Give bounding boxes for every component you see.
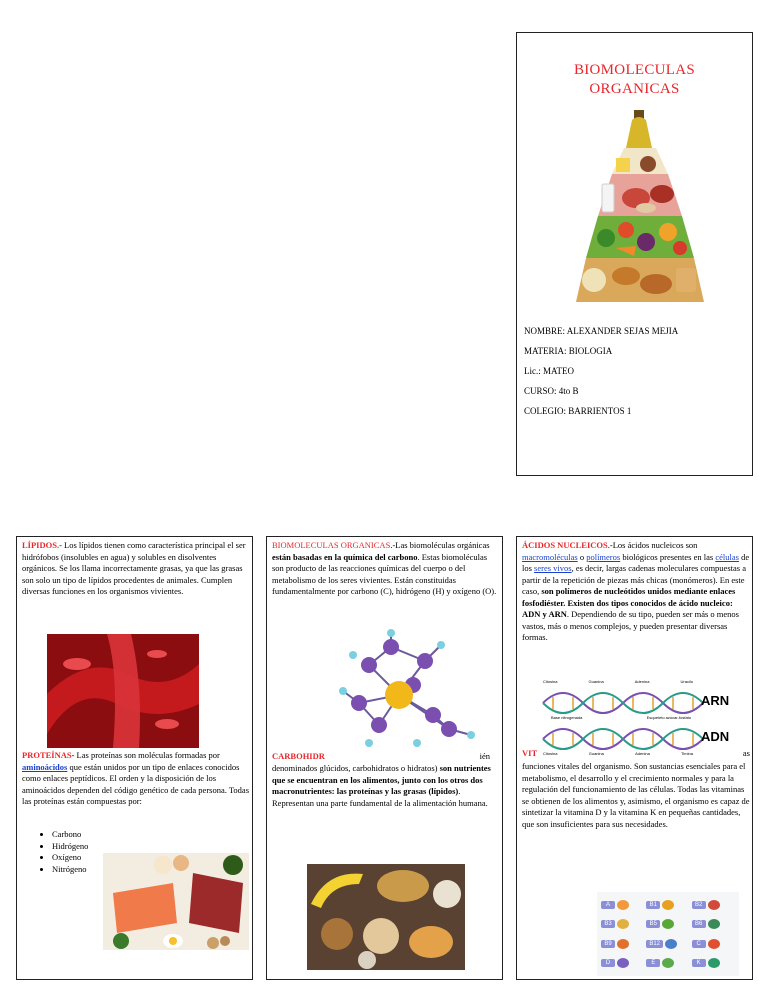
- vitaminas-heading-row: [522, 748, 750, 760]
- rna-base-labels: [543, 679, 693, 684]
- base-label: Adenina: [635, 751, 650, 756]
- structure-label: Esqueleto azúcar-fosfato: [646, 715, 691, 720]
- food-icon: [662, 919, 674, 929]
- vitamin-label: C: [692, 940, 706, 948]
- info-teacher: Lic.: MATEO: [524, 366, 574, 376]
- carbohidratos-bold: son nutrientes que se encuentran en los alimentos, junto con los otros dos macronutrientes: las proteínas y las grasas (lípidos): [272, 763, 491, 796]
- vitamin-tile: [692, 935, 735, 953]
- food-icon: [708, 939, 720, 949]
- info-subject: MATERIA: BIOLOGIA: [524, 346, 613, 356]
- vitamin-grid: [601, 896, 735, 972]
- list-item: • Hidrógeno: [52, 841, 88, 853]
- base-label: Timina: [681, 751, 693, 756]
- list-item: • Nitrógeno: [52, 864, 88, 876]
- vitaminas-tail: as: [742, 748, 750, 758]
- vitamin-label: E: [646, 959, 660, 967]
- proteinas-section: [22, 750, 250, 808]
- base-label: Citosina: [543, 679, 558, 684]
- biomoleculas-panel: [266, 536, 503, 980]
- vitamin-label: B6: [692, 920, 706, 928]
- vitamin-label: B3: [601, 920, 615, 928]
- seres-vivos-link[interactable]: seres vivos: [534, 563, 572, 573]
- adn-label: ADN: [701, 729, 730, 744]
- food-icon: [665, 939, 677, 949]
- acidos-heading: ÁCIDOS NUCLEICOS: [522, 540, 608, 550]
- lipidos-proteinas-panel: [16, 536, 253, 980]
- base-label: Uracilo: [680, 679, 693, 684]
- vitamin-tile: [692, 955, 735, 973]
- acidos-vitaminas-panel: [516, 536, 753, 980]
- vitamin-label: B9: [601, 940, 615, 948]
- carbohidratos-text-a: denominados glúcidos, carbohidratos o hidratos): [272, 763, 440, 773]
- student-info: [524, 321, 678, 421]
- element-list: [52, 829, 88, 875]
- vitamin-chart-image: [597, 892, 739, 976]
- base-label: Guanina: [588, 679, 604, 684]
- biomoleculas-section: [272, 540, 500, 598]
- carbohidratos-text-b: . Representan una parte fundamental de la alimentación humana.: [272, 786, 488, 808]
- acidos-text-e: , es decir, largas cadenas moleculares compuestas a partir de la repetición de piezas más chicas (monómeros). En este caso,: [522, 563, 746, 596]
- list-item: • Oxígeno: [52, 852, 88, 864]
- cover-title: [517, 61, 752, 99]
- biomoleculas-text-a: .-Las biomoléculas orgánicas: [390, 540, 490, 550]
- acidos-text-b: o: [577, 551, 587, 562]
- food-icon: [617, 900, 629, 910]
- base-label: Citosina: [543, 751, 558, 756]
- vitamin-tile: [646, 896, 689, 914]
- vitamin-tile: [601, 916, 644, 934]
- arn-label: ARN: [701, 693, 730, 708]
- lipidos-heading: LÍPIDOS.: [22, 540, 60, 550]
- biomoleculas-bold: están basadas en la química del carbono: [272, 551, 418, 562]
- acidos-bold: son polímeros de nucleótidos unidos mediante enlaces fosfodiéster. Existen dos tipos conocidos de ácido nucleico: ADN y ARN: [522, 586, 736, 619]
- info-course: CURSO: 4to B: [524, 386, 579, 396]
- vitaminas-heading: VIT: [522, 748, 538, 758]
- celulas-link[interactable]: células: [715, 551, 739, 562]
- vitamin-tile: [646, 955, 689, 973]
- lipidos-text: - Los lípidos tienen como característica principal el ser hidrófobos (insolubles en agua) y solubles en disolventes orgánicos. Se los llama incorrectamente grasas, ya que las grasas son solo un tipo de lípidos procedentes de animales. Cumplen diversas funciones en los organismos vivientes.: [22, 540, 246, 596]
- acidos-text-a: .-Los ácidos nucleicos son: [607, 540, 698, 550]
- base-label: Adenina: [634, 679, 650, 684]
- acidos-text-d: de los: [522, 551, 750, 573]
- food-icon: [617, 939, 629, 949]
- proteinas-text-b: que están unidos por un tipo de enlaces conocidos como enlaces peptídicos. El orden y la disposición de los aminoácidos dependen del código genético de cada persona. Todas las proteínas están compuestas por:: [22, 761, 250, 806]
- macromoleculas-link[interactable]: macromoléculas: [522, 551, 578, 562]
- food-icon: [708, 919, 720, 929]
- vitamin-label: B1: [646, 901, 660, 909]
- vitamin-tile: [601, 935, 644, 953]
- dna-rna-image: [541, 677, 733, 757]
- blood-vessel-image: [47, 634, 199, 748]
- cover-title-line2: ORGANICAS: [589, 81, 680, 97]
- cover-panel: [516, 32, 753, 476]
- aminoacidos-link[interactable]: aminoácidos: [22, 761, 68, 772]
- vitamin-tile: [692, 896, 735, 914]
- food-icon: [708, 958, 720, 968]
- biomoleculas-text-b: . Estas biomoléculas son producto de las reacciones químicas del cuerpo o del metabolismo de los seres vivientes. Están constituidas fundamentalmente por carbono (C), hidrógeno (H) y oxígeno (O).: [272, 551, 497, 596]
- vitamin-label: A: [601, 901, 615, 909]
- vitamin-label: B12: [646, 940, 663, 948]
- proteinas-text-a: - Las proteínas son moléculas formadas por: [71, 750, 220, 760]
- acidos-section: [522, 540, 750, 644]
- carbohidratos-body: [272, 763, 500, 809]
- molecule-image: [329, 625, 479, 751]
- info-name: NOMBRE: ALEXANDER SEJAS MEJIA: [524, 326, 679, 336]
- info-school: COLEGIO: BARRIENTOS 1: [524, 406, 632, 416]
- biomoleculas-heading: BIOMOLECULAS ORGANICAS: [272, 540, 391, 550]
- acidos-text-c: biológicos presentes en las: [620, 551, 716, 562]
- carbohidratos-section: [272, 751, 500, 763]
- structure-labels: [551, 715, 691, 720]
- food-icon: [662, 958, 674, 968]
- vitamin-tile: [601, 955, 644, 973]
- vitaminas-text: funciones vitales del organismo. Son sustancias esenciales para el metabolismo, el desarrollo y el crecimiento normales y para la regulación del funcionamiento de las células. Todas las vitaminas se obtienen de los alimentos y, asimismo, el organismo es capaz de sintetizar la vitamina D y la vitamina K en pequeñas cantidades, que son insuficientes para sus necesidades.: [522, 761, 750, 829]
- polimeros-link[interactable]: polímeros: [586, 551, 621, 562]
- food-icon: [617, 958, 629, 968]
- carbohidratos-tail: ién: [479, 751, 490, 761]
- vitamin-tile: [692, 916, 735, 934]
- vitamin-label: B5: [646, 920, 660, 928]
- food-icon: [617, 919, 629, 929]
- food-icon: [708, 900, 720, 910]
- vitamin-label: K: [692, 959, 706, 967]
- vitamin-tile: [601, 896, 644, 914]
- lipidos-section: [22, 540, 250, 598]
- proteinas-heading: PROTEÍNAS: [22, 750, 72, 760]
- carbohydrate-foods-image: [307, 864, 465, 970]
- food-icon: [662, 900, 674, 910]
- base-label: Guanina: [588, 751, 604, 756]
- acidos-text-f: . Dependiendo de su tipo, pueden ser más o menos vastos, más o menos complejos, y pueden presentar diversas formas.: [522, 609, 739, 642]
- carbohidratos-heading: CARBOHIDR: [272, 751, 325, 761]
- list-item: • Carbono: [52, 829, 88, 841]
- structure-label: Base nitrogenada: [551, 715, 583, 720]
- food-pyramid-image: [576, 108, 704, 304]
- vitamin-tile: [646, 916, 689, 934]
- protein-foods-image: [103, 853, 249, 950]
- vitamin-label: B2: [692, 901, 706, 909]
- vitamin-tile: [646, 935, 689, 953]
- vitamin-label: D: [601, 959, 615, 967]
- cover-title-line1: BIOMOLECULAS: [573, 62, 696, 78]
